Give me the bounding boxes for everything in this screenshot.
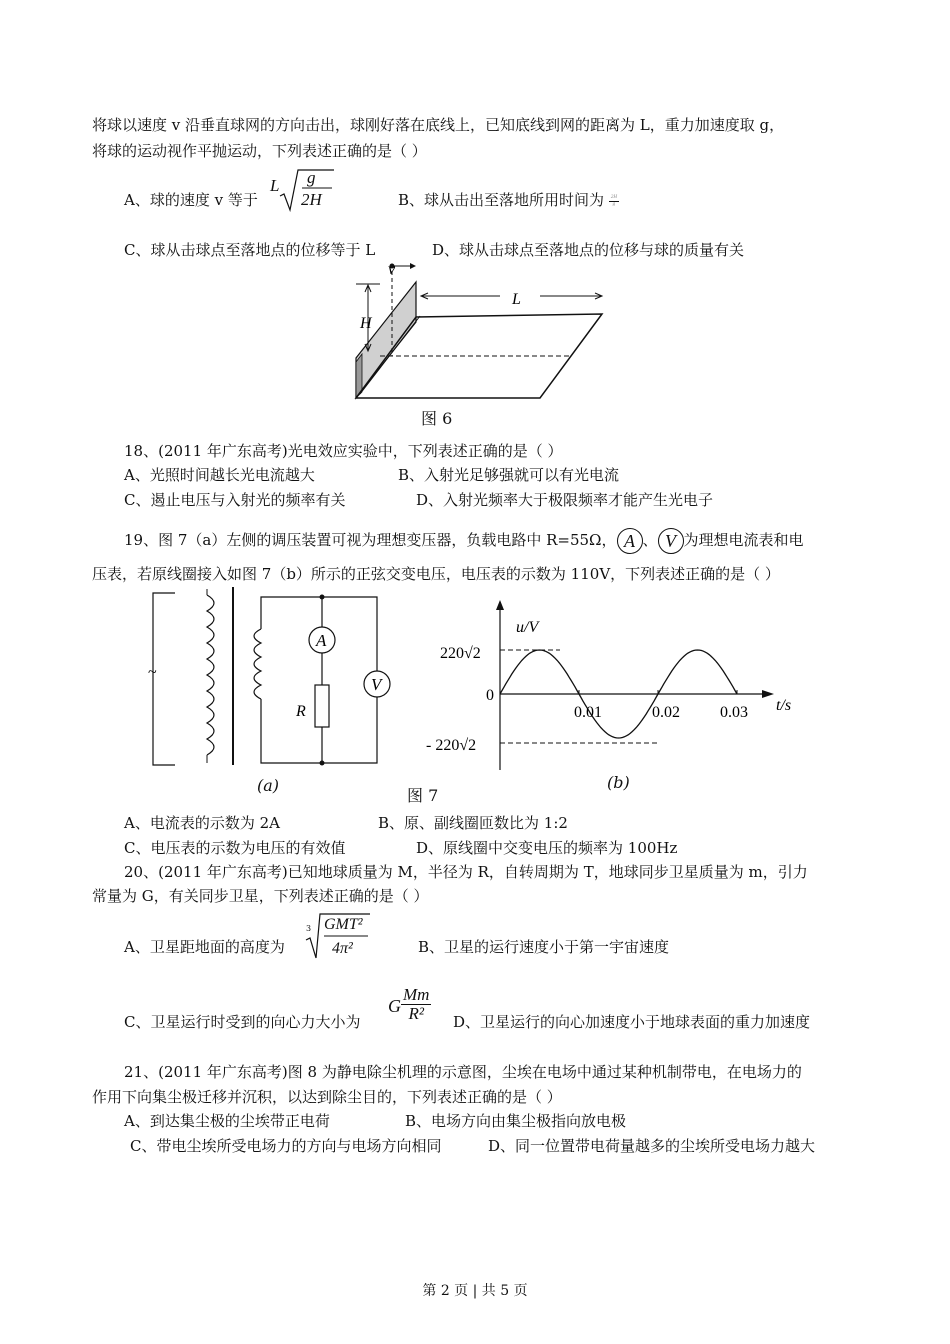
- q18-option-a: A、光照时间越长光电流越大: [124, 466, 315, 484]
- q17-stem-line2: 将球的运动视作平抛运动，下列表述正确的是（ ）: [92, 142, 427, 160]
- q17-option-b: [398, 190, 619, 210]
- root-index: 3: [306, 924, 312, 933]
- q21-stem-line1: 21、(2011 年广东高考)图 8 为静电除尘机理的示意图，尘埃在电场中通过某种机制带电，在电场力的: [124, 1063, 802, 1081]
- q17-option-a: [124, 190, 258, 210]
- x-axis-label: t/s: [776, 697, 792, 714]
- q17-stem-line1: 将球以速度 v 沿垂直球网的方向击出，球刚好落在底线上，已知底线到网的距离为 L，重力加速度取 g，: [92, 116, 785, 134]
- x-tick-label: 0.03: [720, 704, 748, 721]
- ammeter-symbol: A: [617, 528, 643, 554]
- figure-7-caption: 图 7: [407, 786, 439, 805]
- q18-option-b: B、入射光足够强就可以有光电流: [398, 466, 620, 484]
- stem-text: 19、图 7（a）左侧的调压装置可视为理想变压器，负载电路中 R=55Ω，: [124, 531, 617, 549]
- formula-coef: L: [270, 176, 280, 195]
- formula-fraction: $\frac{Mm}{\text{R²}}$: [403, 985, 430, 1023]
- figure-6-caption: 图 6: [421, 409, 453, 428]
- q20-stem-line1: 20、(2011 年广东高考)已知地球质量为 M，半径为 R，自转周期为 T，地球同步卫星质量为 m，引力: [124, 863, 808, 881]
- q21-option-c: C、带电尘埃所受电场力的方向与电场方向相同: [130, 1137, 442, 1155]
- x-tick-label: 0.01: [574, 704, 602, 721]
- stem-text: 为理想电流表和电: [683, 531, 804, 549]
- page-footer: 第 2 页 | 共 5 页: [422, 1283, 528, 1299]
- y-zero-label: 0: [486, 687, 494, 704]
- option-text: A、球的速度 v 等于: [124, 191, 258, 209]
- voltmeter-symbol: V: [658, 528, 684, 554]
- y-min-label: - 220√2: [426, 737, 477, 754]
- label-h: H: [360, 315, 372, 332]
- formula-den: 2H: [301, 190, 322, 209]
- q21-option-b: B、电场方向由集尘极指向放电极: [405, 1112, 627, 1130]
- q20-option-a: A、卫星距地面的高度为: [124, 938, 285, 956]
- q19-stem-line1: [124, 527, 804, 554]
- formula-tiny: $\frac{2H}{g}$: [610, 194, 617, 207]
- formula-num: g: [307, 168, 316, 187]
- q21-option-a: A、到达集尘极的尘埃带正电荷: [124, 1112, 330, 1130]
- option-text: B、球从击出至落地所用时间为: [398, 191, 605, 209]
- q21-stem-line2: 作用下向集尘极迁移并沉积，以达到除尘目的，下列表述正确的是（ ）: [92, 1088, 562, 1106]
- q17-option-c: C、球从击球点至落地点的位移等于 L: [124, 241, 376, 259]
- figure-7a-caption: (a): [257, 776, 280, 795]
- ammeter-label: A: [316, 631, 327, 650]
- q18-option-d: D、入射光频率大于极限频率才能产生光电子: [416, 491, 714, 509]
- q20-stem-line2: 常量为 G，有关同步卫星，下列表述正确的是（ ）: [92, 887, 429, 905]
- q18-option-c: C、遏止电压与入射光的频率有关: [124, 491, 346, 509]
- figure-7b-caption: (b): [607, 773, 630, 792]
- q19-option-c: C、电压表的示数为电压的有效值: [124, 839, 346, 857]
- q19-option-a: A、电流表的示数为 2A: [124, 814, 280, 832]
- separator: 、: [642, 531, 658, 549]
- x-tick-label: 0.02: [652, 704, 680, 721]
- formula-coef: G: [388, 996, 401, 1016]
- q18-stem: 18、(2011 年广东高考)光电效应实验中，下列表述正确的是（ ）: [124, 442, 563, 460]
- voltmeter-label: V: [371, 675, 382, 694]
- y-axis-label: u/V: [516, 619, 539, 636]
- q21-option-d: D、同一位置带电荷量越多的尘埃所受电场力越大: [488, 1137, 816, 1155]
- formula-num: GMT²: [324, 916, 363, 933]
- q20-option-b: B、卫星的运行速度小于第一宇宙速度: [418, 938, 670, 956]
- q19-option-d: D、原线圈中交变电压的频率为 100Hz: [416, 839, 678, 857]
- label-v: v: [388, 261, 396, 278]
- label-l: L: [512, 291, 521, 308]
- figure-7a-circuit: [145, 585, 405, 785]
- q19-option-b: B、原、副线圈匝数比为 1:2: [378, 814, 568, 832]
- ac-source-symbol: ~: [148, 664, 157, 681]
- formula-den: 4π²: [332, 940, 353, 957]
- resistor-label: R: [296, 703, 306, 720]
- figure-7b-sine-graph: [426, 598, 810, 778]
- figure-6-diagram: [340, 262, 620, 432]
- q19-stem-line2: 压表，若原线圈接入如图 7（b）所示的正弦交变电压，电压表的示数为 110V，下列表述正确的是（ ）: [92, 565, 780, 583]
- y-max-label: 220√2: [440, 645, 481, 662]
- q20-option-d: D、卫星运行的向心加速度小于地球表面的重力加速度: [453, 1013, 811, 1031]
- q20-option-c: C、卫星运行时受到的向心力大小为: [124, 1013, 361, 1031]
- q17-option-d: D、球从击球点至落地点的位移与球的质量有关: [432, 241, 745, 259]
